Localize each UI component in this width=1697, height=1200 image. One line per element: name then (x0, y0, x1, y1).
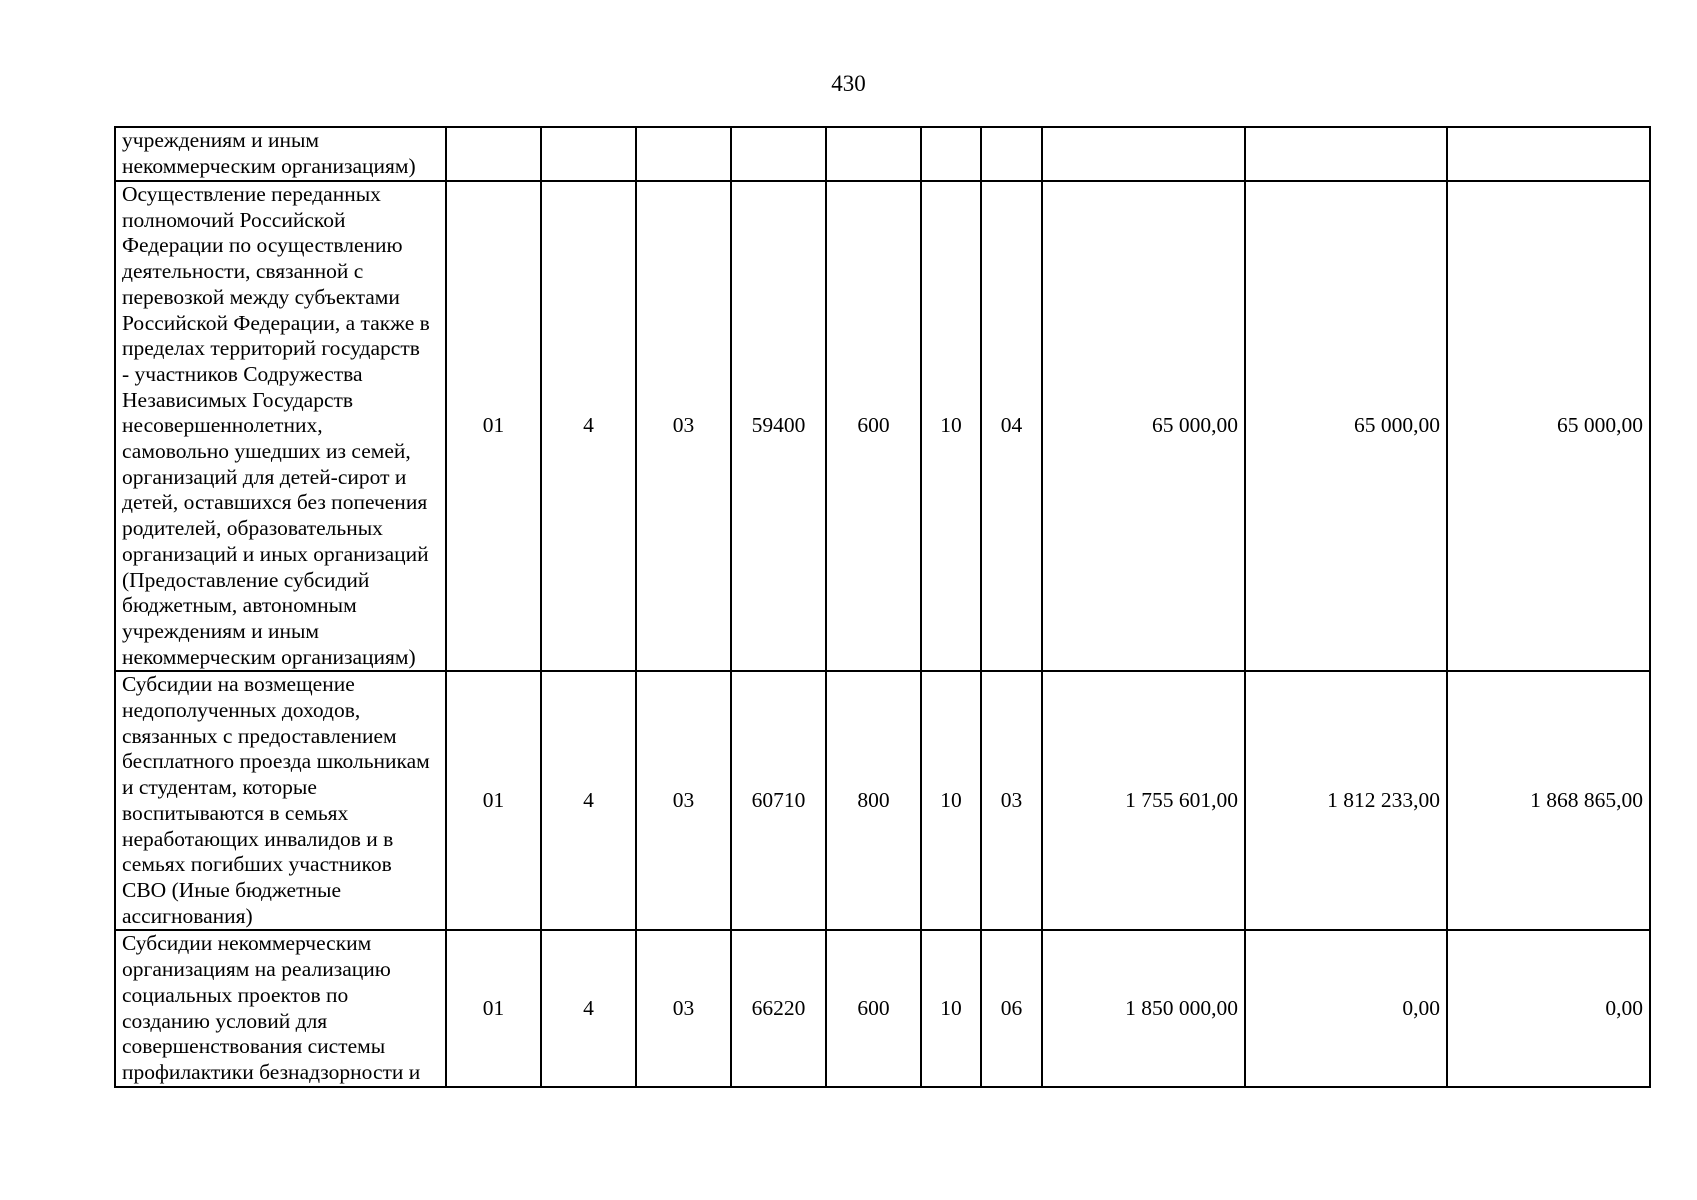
description-line: организациям на реализацию (122, 957, 391, 982)
description-line: бесплатного проезда школьникам (122, 749, 430, 774)
code-cell-c4: 66220 (731, 930, 826, 1086)
code-cell-c7 (981, 127, 1042, 181)
code-cell-c4: 59400 (731, 181, 826, 671)
code-cell-c2: 4 (541, 181, 636, 671)
amount-cell-v1 (1042, 127, 1245, 181)
description-line: Субсидии некоммерческим (122, 931, 372, 956)
description-line: самовольно ушедших из семей, (122, 439, 411, 464)
description-line: недополученных доходов, (122, 698, 361, 723)
description-line: организаций для детей-сирот и (122, 464, 407, 489)
amount-cell-v1: 1 755 601,00 (1042, 671, 1245, 930)
amount-cell-v2: 1 812 233,00 (1245, 671, 1447, 930)
description-line: полномочий Российской (122, 207, 346, 232)
description-line: совершенствования системы (122, 1034, 386, 1059)
amount-cell-v1: 1 850 000,00 (1042, 930, 1245, 1086)
description-line: родителей, образовательных (122, 516, 383, 541)
amount-cell-v2: 0,00 (1245, 930, 1447, 1086)
row-description (115, 671, 446, 930)
description-line: СВО (Иные бюджетные (122, 877, 341, 902)
table-body (115, 127, 1650, 1087)
amount-cell-v3: 65 000,00 (1447, 181, 1650, 671)
code-cell-c6: 10 (921, 181, 981, 671)
code-cell-c2: 4 (541, 671, 636, 930)
description-line: Субсидии на возмещение (122, 672, 355, 697)
code-cell-c2: 4 (541, 930, 636, 1086)
code-cell-c6: 10 (921, 930, 981, 1086)
description-line: семьях погибших участников (122, 852, 392, 877)
amount-cell-v3: 0,00 (1447, 930, 1650, 1086)
table-row (115, 181, 1650, 671)
description-line: неработающих инвалидов и в (122, 826, 394, 851)
description-line: перевозкой между субъектами (122, 284, 400, 309)
budget-table (114, 126, 1651, 1088)
description-line: Осуществление переданных (122, 182, 381, 206)
description-line: организаций и иных организаций (122, 541, 429, 566)
description-line: Независимых Государств (122, 387, 354, 412)
code-cell-c3: 03 (636, 181, 731, 671)
code-cell-c7: 04 (981, 181, 1042, 671)
code-cell-c5: 600 (826, 930, 921, 1086)
description-line: бюджетным, автономным (122, 593, 357, 618)
code-cell-c1: 01 (446, 930, 541, 1086)
description-line: связанных с предоставлением (122, 723, 397, 748)
code-cell-c5 (826, 127, 921, 181)
code-cell-c3: 03 (636, 930, 731, 1086)
code-cell-c3 (636, 127, 731, 181)
code-cell-c4: 60710 (731, 671, 826, 930)
description-line: (Предоставление субсидий (122, 567, 370, 592)
description-line: Российской Федерации, а также в (122, 310, 430, 335)
description-line: деятельности, связанной с (122, 259, 364, 284)
code-cell-c4 (731, 127, 826, 181)
description-line: ассигнования) (122, 903, 253, 928)
row-description (115, 127, 446, 181)
code-cell-c7: 06 (981, 930, 1042, 1086)
description-line: несовершеннолетних, (122, 413, 323, 438)
description-line: профилактики безнадзорности и (122, 1059, 421, 1084)
amount-cell-v1: 65 000,00 (1042, 181, 1245, 671)
table-row (115, 671, 1650, 930)
description-line: социальных проектов по (122, 982, 349, 1007)
description-line: воспитываются в семьях (122, 800, 349, 825)
table-row (115, 930, 1650, 1086)
code-cell-c1 (446, 127, 541, 181)
row-description (115, 930, 446, 1086)
description-line: учреждениям и иным (122, 618, 320, 643)
page-number: 430 (831, 71, 866, 96)
code-cell-c2 (541, 127, 636, 181)
code-cell-c5: 600 (826, 181, 921, 671)
code-cell-c6: 10 (921, 671, 981, 930)
code-cell-c3: 03 (636, 671, 731, 930)
description-line: учреждениям и иным (122, 128, 320, 153)
amount-cell-v3 (1447, 127, 1650, 181)
description-line: созданию условий для (122, 1008, 328, 1033)
amount-cell-v2: 65 000,00 (1245, 181, 1447, 671)
description-line: детей, оставшихся без попечения (122, 490, 428, 515)
description-line: - участников Содружества (122, 361, 363, 386)
description-line: Федерации по осуществлению (122, 233, 403, 258)
description-line: некоммерческим организациям) (122, 644, 416, 669)
row-description (115, 181, 446, 671)
amount-cell-v2 (1245, 127, 1447, 181)
code-cell-c1: 01 (446, 181, 541, 671)
description-line: и студентам, которые (122, 775, 317, 800)
code-cell-c5: 800 (826, 671, 921, 930)
code-cell-c1: 01 (446, 671, 541, 930)
table-row (115, 127, 1650, 181)
code-cell-c7: 03 (981, 671, 1042, 930)
description-line: некоммерческим организациям) (122, 154, 416, 178)
description-line: пределах территорий государств (122, 336, 420, 361)
code-cell-c6 (921, 127, 981, 181)
amount-cell-v3: 1 868 865,00 (1447, 671, 1650, 930)
